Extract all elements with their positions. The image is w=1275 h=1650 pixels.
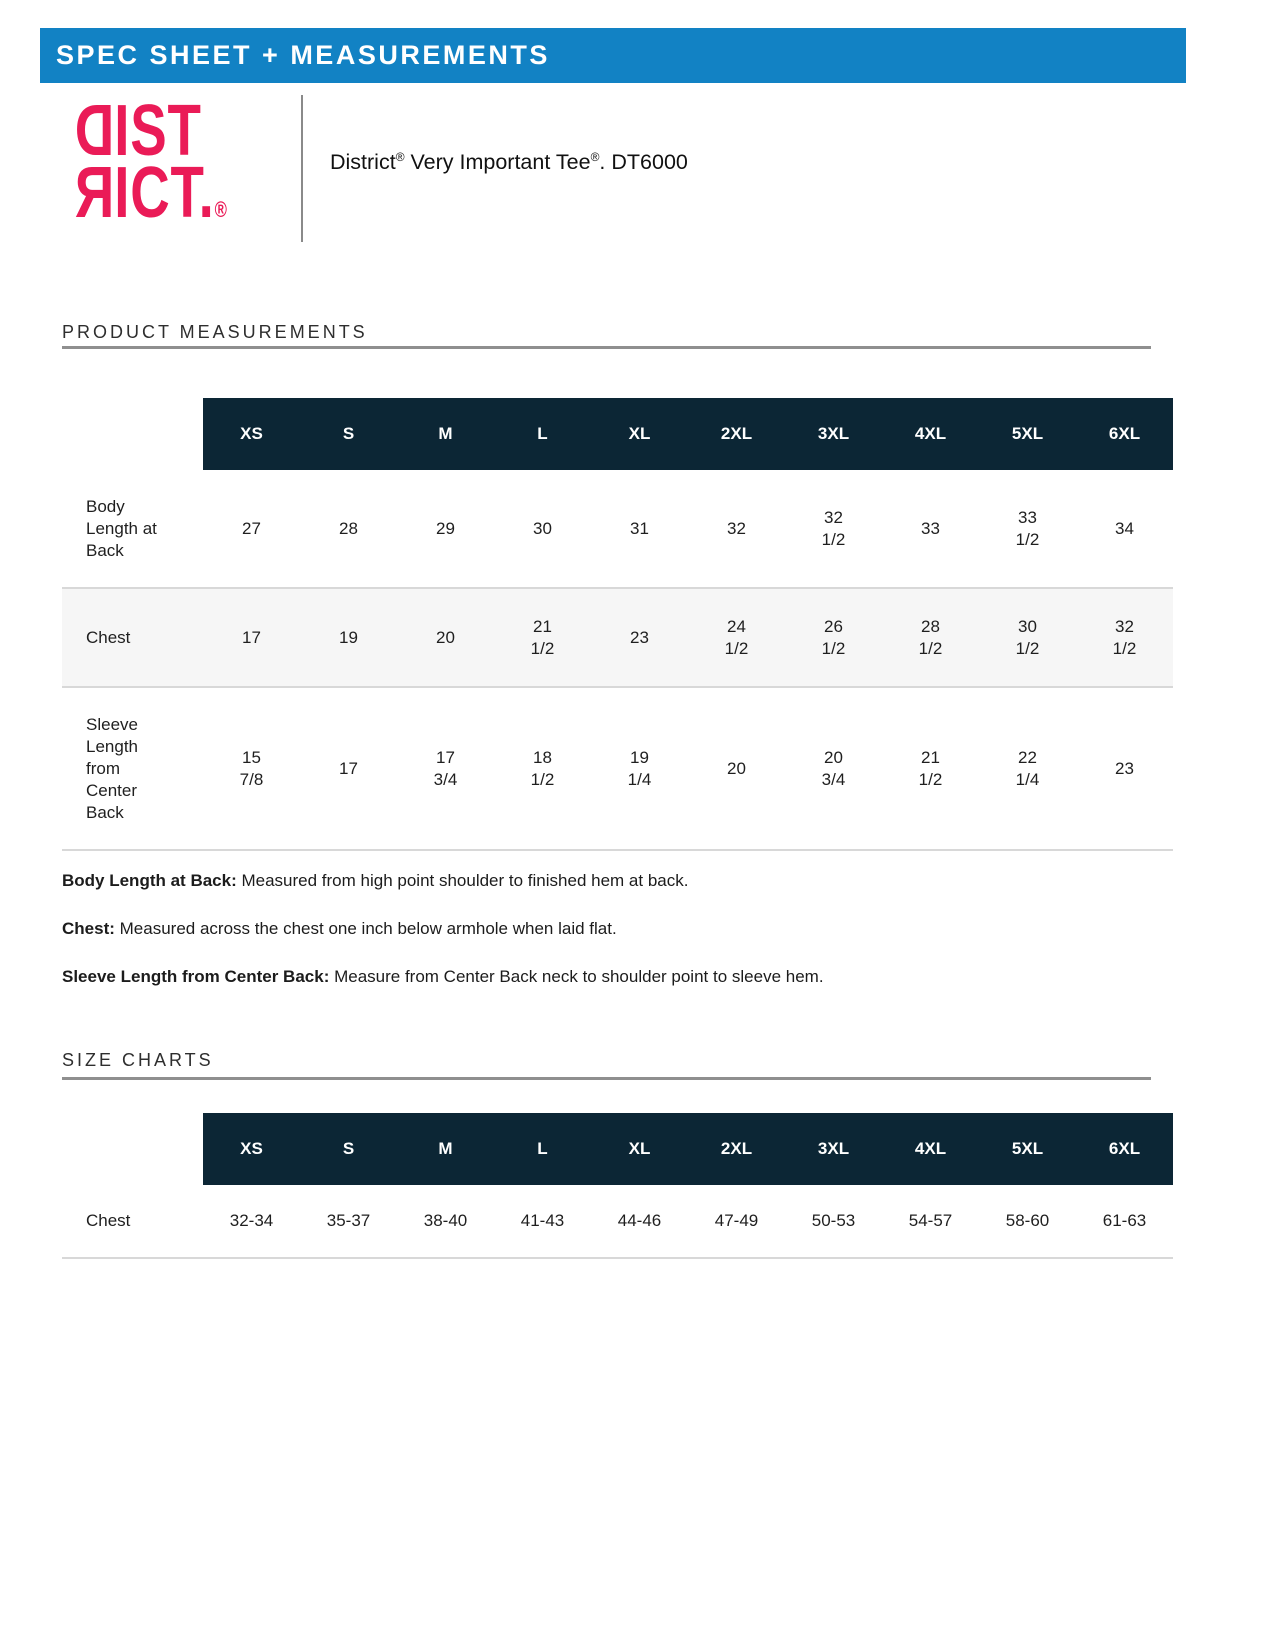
product-name: Very Important Tee: [404, 150, 591, 175]
measurement-cell: 17 3/4: [397, 687, 494, 850]
size-header-xs: XS: [203, 398, 300, 470]
measurement-cell: 28 1/2: [882, 588, 979, 687]
size-header-xs: XS: [203, 1113, 300, 1185]
measurement-cell: 21 1/2: [882, 687, 979, 850]
measurement-cell: 33 1/2: [1015, 507, 1040, 549]
measurement-cell: 31: [630, 518, 649, 538]
size-header-s: S: [300, 1113, 397, 1185]
size-charts-heading: SIZE CHARTS: [62, 1050, 214, 1070]
size-header-m: M: [397, 398, 494, 470]
size-header-row: [62, 1113, 1173, 1185]
size-range-cell: 58-60: [979, 1185, 1076, 1258]
size-range-cell: 41-43: [494, 1185, 591, 1258]
measurement-cell: 20: [397, 588, 494, 687]
district-logo: [74, 91, 227, 241]
measurement-cell: 26 1/2: [785, 588, 882, 687]
measurement-cell: 34: [1115, 518, 1134, 538]
measurement-cell: 17: [203, 588, 300, 687]
banner-title: SPEC SHEET + MEASUREMENTS: [56, 40, 550, 70]
measurement-cell: 24 1/2: [688, 588, 785, 687]
size-charts-table: [62, 1113, 1173, 1259]
row-label: Sleeve Length from Center Back: [62, 687, 203, 850]
definition-body-length: Body Length at Back: Measured from high point shoulder to finished hem at back.: [62, 871, 689, 890]
measurement-cell: 27: [242, 518, 261, 538]
product-code: . DT6000: [599, 150, 688, 175]
registered-mark: ®: [395, 150, 405, 164]
measurement-cell: 29: [436, 518, 455, 538]
product-title: [330, 150, 688, 175]
measurement-cell: 23: [591, 588, 688, 687]
row-label: Body Length at Back: [86, 496, 157, 560]
logo-line1-rest: IST: [114, 91, 202, 171]
logo-mirrored-d: D: [74, 91, 115, 171]
measurement-cell: 33: [921, 518, 940, 538]
size-header-3xl: 3XL: [785, 1113, 882, 1185]
table-row-chest-range: [62, 1185, 1173, 1258]
size-header-s: S: [300, 398, 397, 470]
size-charts-rule: [62, 1077, 1151, 1080]
size-range-cell: 61-63: [1076, 1185, 1173, 1258]
definition-sleeve-length: Sleeve Length from Center Back: Measure from Center Back neck to shoulder point to sleeve hem.: [62, 967, 824, 986]
logo-registered-mark: ®: [214, 197, 227, 222]
table-corner-cell: [62, 398, 203, 470]
logo-mirrored-r: R: [74, 153, 115, 233]
size-header-5xl: 5XL: [979, 398, 1076, 470]
brand-divider-line: [301, 95, 303, 242]
size-header-4xl: 4XL: [882, 1113, 979, 1185]
size-header-xl: XL: [591, 398, 688, 470]
size-range-cell: 47-49: [688, 1185, 785, 1258]
measurement-cell: 32 1/2: [1076, 588, 1173, 687]
measurement-cell: 20: [688, 687, 785, 850]
size-header-6xl: 6XL: [1076, 1113, 1173, 1185]
product-measurements-rule: [62, 346, 1151, 349]
product-brand: District: [330, 150, 396, 175]
measurement-cell: 15 7/8: [203, 687, 300, 850]
product-measurements-heading: PRODUCT MEASUREMENTS: [62, 322, 368, 342]
measurement-definitions: [62, 870, 1152, 1014]
table-row-chest: [62, 588, 1173, 687]
size-range-cell: 38-40: [397, 1185, 494, 1258]
size-range-cell: 54-57: [882, 1185, 979, 1258]
measurement-cell: 23: [1076, 687, 1173, 850]
measurement-cell: 32 1/2: [821, 507, 846, 549]
size-range-cell: 32-34: [203, 1185, 300, 1258]
spec-sheet-banner: [40, 28, 1186, 83]
size-range-cell: 35-37: [300, 1185, 397, 1258]
measurement-cell: 22 1/4: [979, 687, 1076, 850]
definition-chest: Chest: Measured across the chest one inch below armhole when laid flat.: [62, 919, 617, 938]
size-range-cell: 50-53: [785, 1185, 882, 1258]
measurement-cell: 20 3/4: [785, 687, 882, 850]
table-row-body-length: [62, 470, 1173, 588]
measurement-cell: 17: [300, 687, 397, 850]
size-header-3xl: 3XL: [785, 398, 882, 470]
size-header-l: L: [494, 398, 591, 470]
size-header-2xl: 2XL: [688, 1113, 785, 1185]
size-header-6xl: 6XL: [1076, 398, 1173, 470]
size-header-row: [62, 398, 1173, 470]
measurement-cell: 30: [533, 518, 552, 538]
size-header-l: L: [494, 1113, 591, 1185]
measurement-cell: 21 1/2: [494, 588, 591, 687]
size-header-5xl: 5XL: [979, 1113, 1076, 1185]
row-label: Chest: [62, 588, 203, 687]
measurement-cell: 30 1/2: [979, 588, 1076, 687]
product-measurements-table: [62, 398, 1173, 851]
measurement-cell: 19 1/4: [591, 687, 688, 850]
size-header-2xl: 2XL: [688, 398, 785, 470]
measurement-cell: 19: [300, 588, 397, 687]
logo-line2-rest: ICT.: [114, 153, 215, 233]
measurement-cell: 18 1/2: [494, 687, 591, 850]
size-header-4xl: 4XL: [882, 398, 979, 470]
size-header-xl: XL: [591, 1113, 688, 1185]
table-corner-cell: [62, 1113, 203, 1185]
measurement-cell: 32: [727, 518, 746, 538]
size-header-m: M: [397, 1113, 494, 1185]
size-range-cell: 44-46: [591, 1185, 688, 1258]
registered-mark: ®: [590, 150, 600, 164]
measurement-cell: 28: [339, 518, 358, 538]
row-label: Chest: [62, 1185, 203, 1258]
table-row-sleeve-length: [62, 687, 1173, 850]
